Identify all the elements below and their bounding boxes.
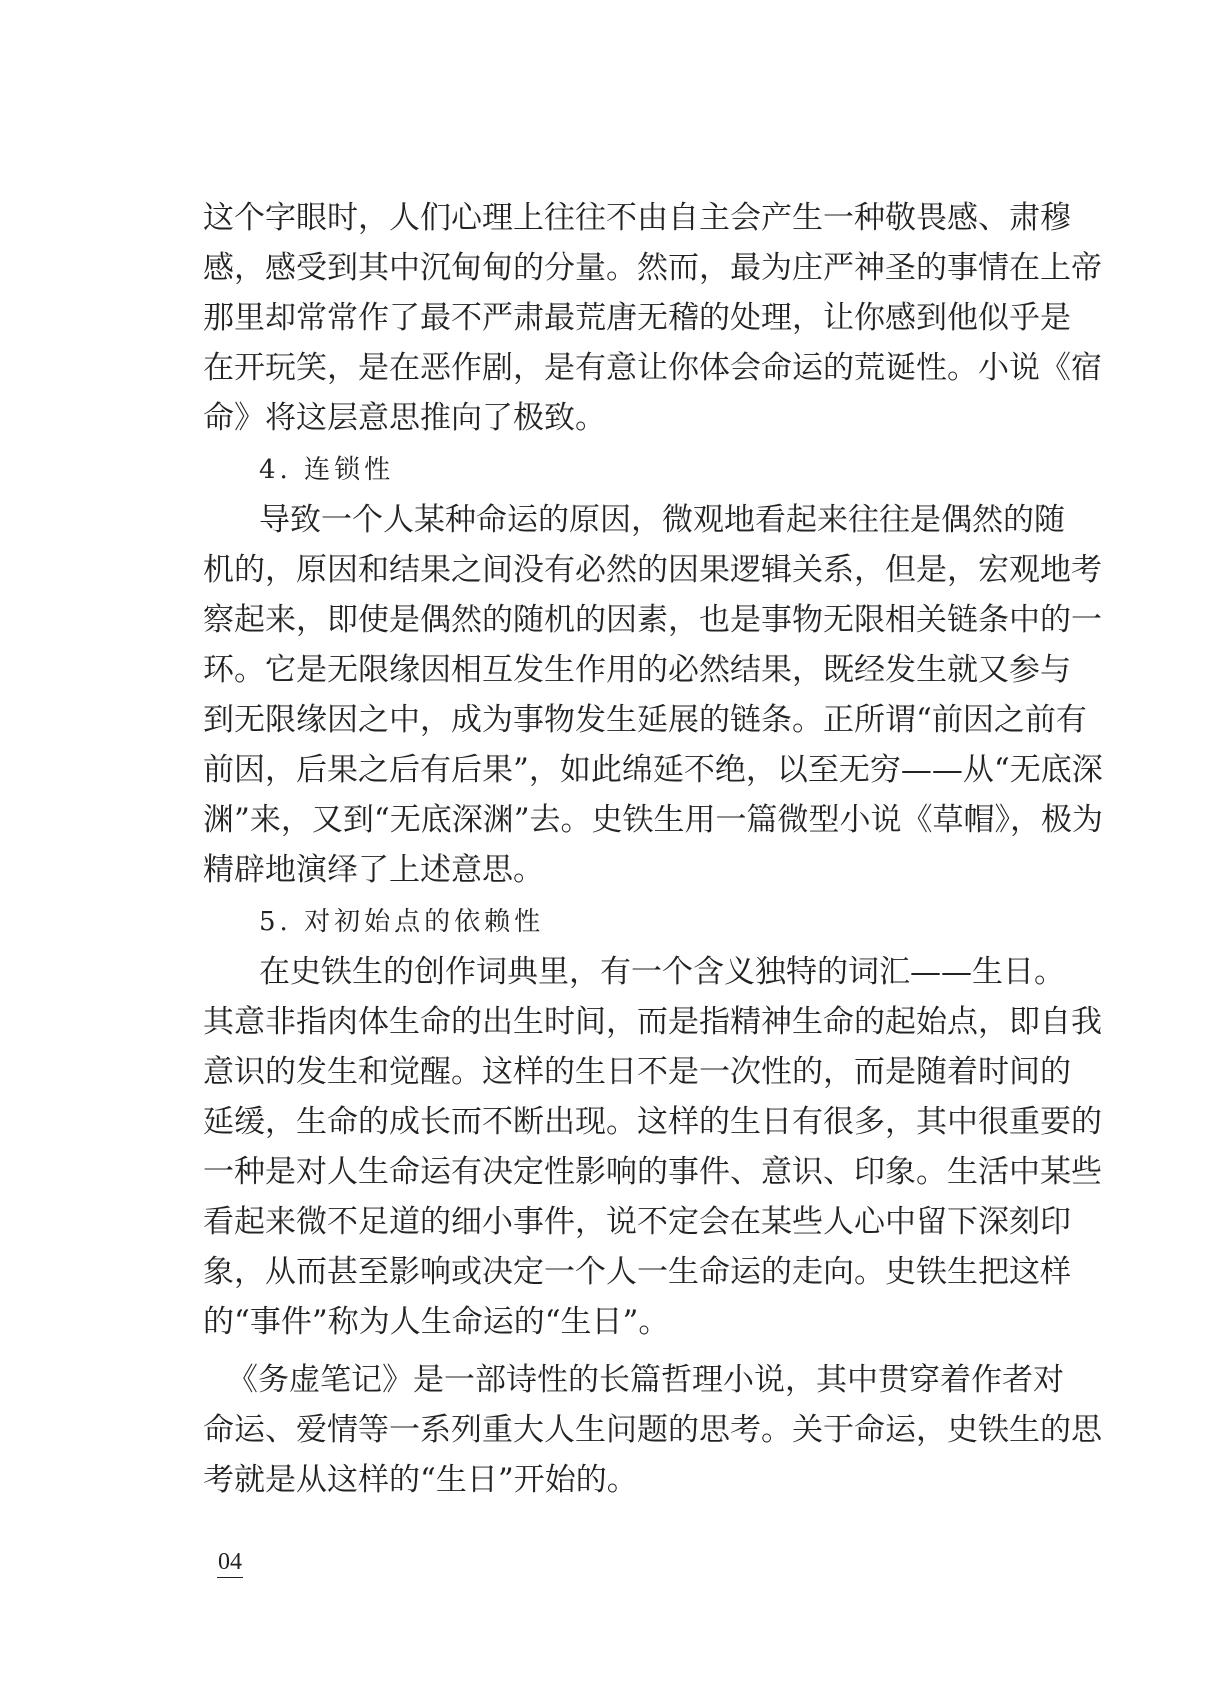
section-heading-4: 4. 连锁性 — [259, 455, 395, 485]
text-line: 在开玩笑，是在恶作剧，是有意让你体会命运的荒诞性。小说《宿 — [203, 350, 1102, 386]
text-line: 精辟地演绎了上述意思。 — [203, 852, 544, 888]
text-line: 机的，原因和结果之间没有必然的因果逻辑关系，但是，宏观地考 — [203, 552, 1102, 588]
section-heading-5: 5. 对初始点的依赖性 — [259, 907, 545, 937]
text-line: 前因，后果之后有后果”，如此绵延不绝，以至无穷——从“无底深 — [203, 752, 1103, 788]
text-line: 渊”来，又到“无底深渊”去。史铁生用一篇微型小说《草帽》，极为 — [203, 802, 1104, 838]
text-line: 命运、爱情等一系列重大人生问题的思考。关于命运，史铁生的思 — [203, 1412, 1102, 1448]
text-line: 考就是从这样的“生日”开始的。 — [203, 1462, 638, 1498]
page-number: 04 — [217, 1548, 243, 1578]
text-line: 命》将这层意思推向了极致。 — [203, 400, 606, 436]
text-line: 象，从而甚至影响或决定一个人一生命运的走向。史铁生把这样 — [203, 1254, 1071, 1290]
text-line: 看起来微不足道的细小事件，说不定会在某些人心中留下深刻印 — [203, 1204, 1071, 1240]
text-line: 这个字眼时，人们心理上往往不由自主会产生一种敬畏感、肃穆 — [203, 200, 1071, 236]
text-line: 感，感受到其中沉甸甸的分量。然而，最为庄严神圣的事情在上帝 — [203, 250, 1102, 286]
text-line: 到无限缘因之中，成为事物发生延展的链条。正所谓“前因之前有 — [203, 702, 1087, 738]
text-line: 《务虚笔记》是一部诗性的长篇哲理小说，其中贯穿着作者对 — [227, 1362, 1064, 1398]
text-line: 导致一个人某种命运的原因，微观地看起来往往是偶然的随 — [259, 502, 1065, 538]
text-line: 一种是对人生命运有决定性影响的事件、意识、印象。生活中某些 — [203, 1154, 1102, 1190]
text-line: 意识的发生和觉醒。这样的生日不是一次性的，而是随着时间的 — [203, 1054, 1071, 1090]
text-line: 察起来，即使是偶然的随机的因素，也是事物无限相关链条中的一 — [203, 602, 1102, 638]
text-line: 的“事件”称为人生命运的“生日”。 — [203, 1304, 670, 1340]
text-line: 环。它是无限缘因相互发生作用的必然结果，既经发生就又参与 — [203, 652, 1071, 688]
text-line: 那里却常常作了最不严肃最荒唐无稽的处理，让你感到他似乎是 — [203, 300, 1071, 336]
text-line: 其意非指肉体生命的出生时间，而是指精神生命的起始点，即自我 — [203, 1004, 1102, 1040]
text-line: 在史铁生的创作词典里，有一个含义独特的词汇——生日。 — [259, 954, 1065, 990]
text-line: 延缓，生命的成长而不断出现。这样的生日有很多，其中很重要的 — [203, 1104, 1102, 1140]
